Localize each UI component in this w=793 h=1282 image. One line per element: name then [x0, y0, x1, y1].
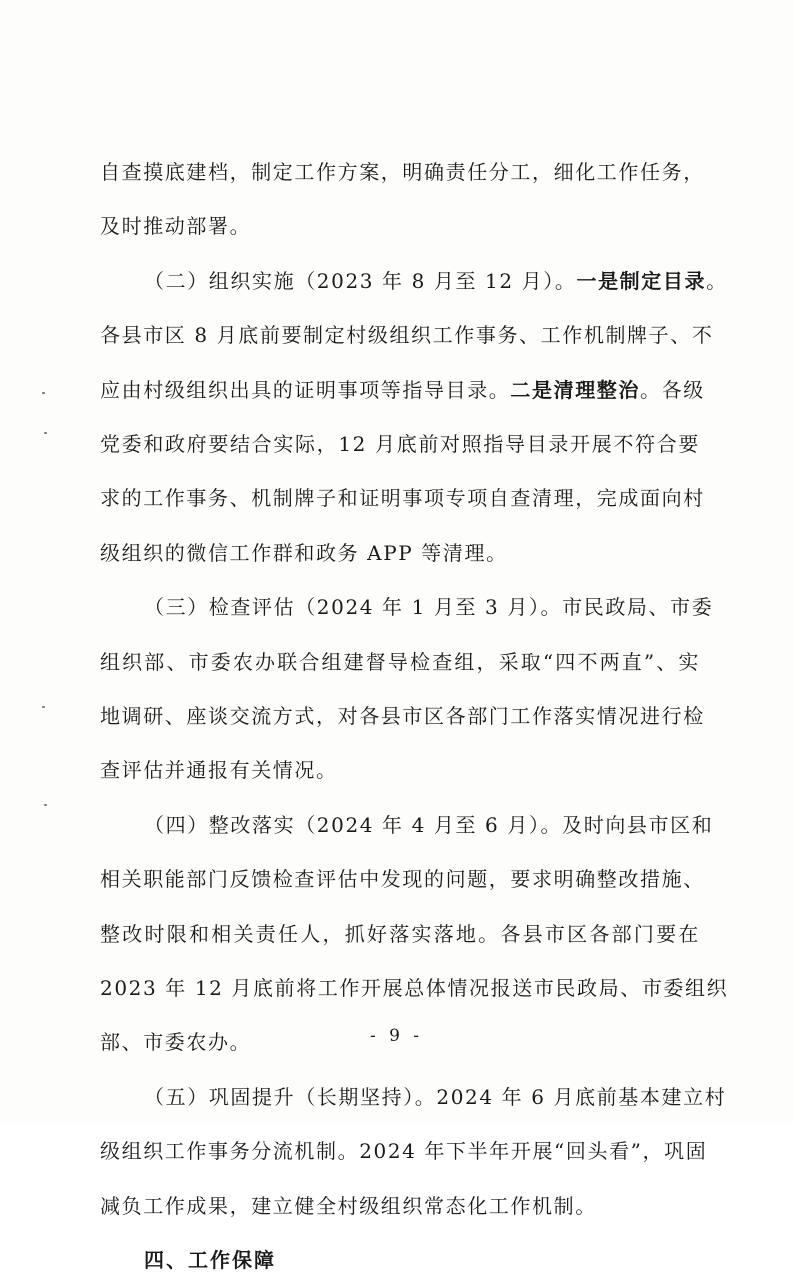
section-heading: 四、工作保障 — [144, 1248, 276, 1272]
text-line: 减负工作成果，建立健全村级组织常态化工作机制。 — [100, 1193, 597, 1218]
scan-speck — [42, 392, 45, 394]
text-segment: 。各级 — [640, 377, 705, 402]
text-line: 各县市区 8 月底前要制定村级组织工作事务、工作机制牌子、不 — [100, 323, 714, 348]
scan-speck — [44, 432, 47, 434]
text-line: 级组织的微信工作群和政务 APP 等清理。 — [100, 540, 508, 565]
text-segment: 。 — [706, 268, 728, 293]
text-line: 求的工作事务、机制牌子和证明事项专项自查清理，完成面向村 — [100, 486, 705, 511]
text-line: 党委和政府要结合实际，12 月底前对照指导目录开展不符合要 — [100, 432, 700, 456]
emphasis-text: 二是清理整治 — [510, 377, 641, 402]
text-line: 组织部、市委农办联合组建督导检查组，采取“四不两直”、实 — [100, 649, 700, 674]
text-line: （五）巩固提升（长期坚持）。2024 年 6 月底前基本建立村 — [144, 1084, 727, 1109]
text-line: （三）检查评估（2024 年 1 月至 3 月）。市民政局、市委 — [144, 595, 714, 620]
text-line: 2023 年 12 月底前将工作开展总体情况报送市民政局、市委组织 — [100, 976, 729, 1000]
text-line: 整改时限和相关责任人，抓好落实落地。各县市区各部门要在 — [100, 921, 700, 946]
scan-speck — [44, 804, 47, 806]
text-segment: （二）组织实施（2023 年 8 月至 12 月）。 — [144, 268, 577, 293]
text-line: 查评估并通报有关情况。 — [100, 758, 338, 783]
text-line: 及时推动部署。 — [100, 214, 252, 239]
text-line: 部、市委农办。 — [100, 1030, 252, 1055]
text-line: 级组织工作事务分流机制。2024 年下半年开展“回头看”，巩固 — [100, 1139, 708, 1164]
emphasis-text: 一是制定目录 — [576, 268, 707, 293]
scan-speck — [42, 706, 45, 708]
text-line: 相关职能部门反馈检查评估中发现的问题，要求明确整改措施、 — [100, 867, 705, 892]
text-line — [100, 368, 705, 412]
text-line: （四）整改落实（2024 年 4 月至 6 月）。及时向县市区和 — [144, 812, 714, 837]
text-line: 自查摸底建档，制定工作方案，明确责任分工，细化工作任务， — [100, 160, 705, 184]
text-segment: 应由村级组织出具的证明事项等指导目录。 — [100, 377, 511, 402]
text-line: 地调研、座谈交流方式，对各县市区各部门工作落实情况进行检 — [100, 704, 705, 728]
text-line — [144, 259, 728, 303]
page-number: - 9 - — [369, 1026, 424, 1046]
